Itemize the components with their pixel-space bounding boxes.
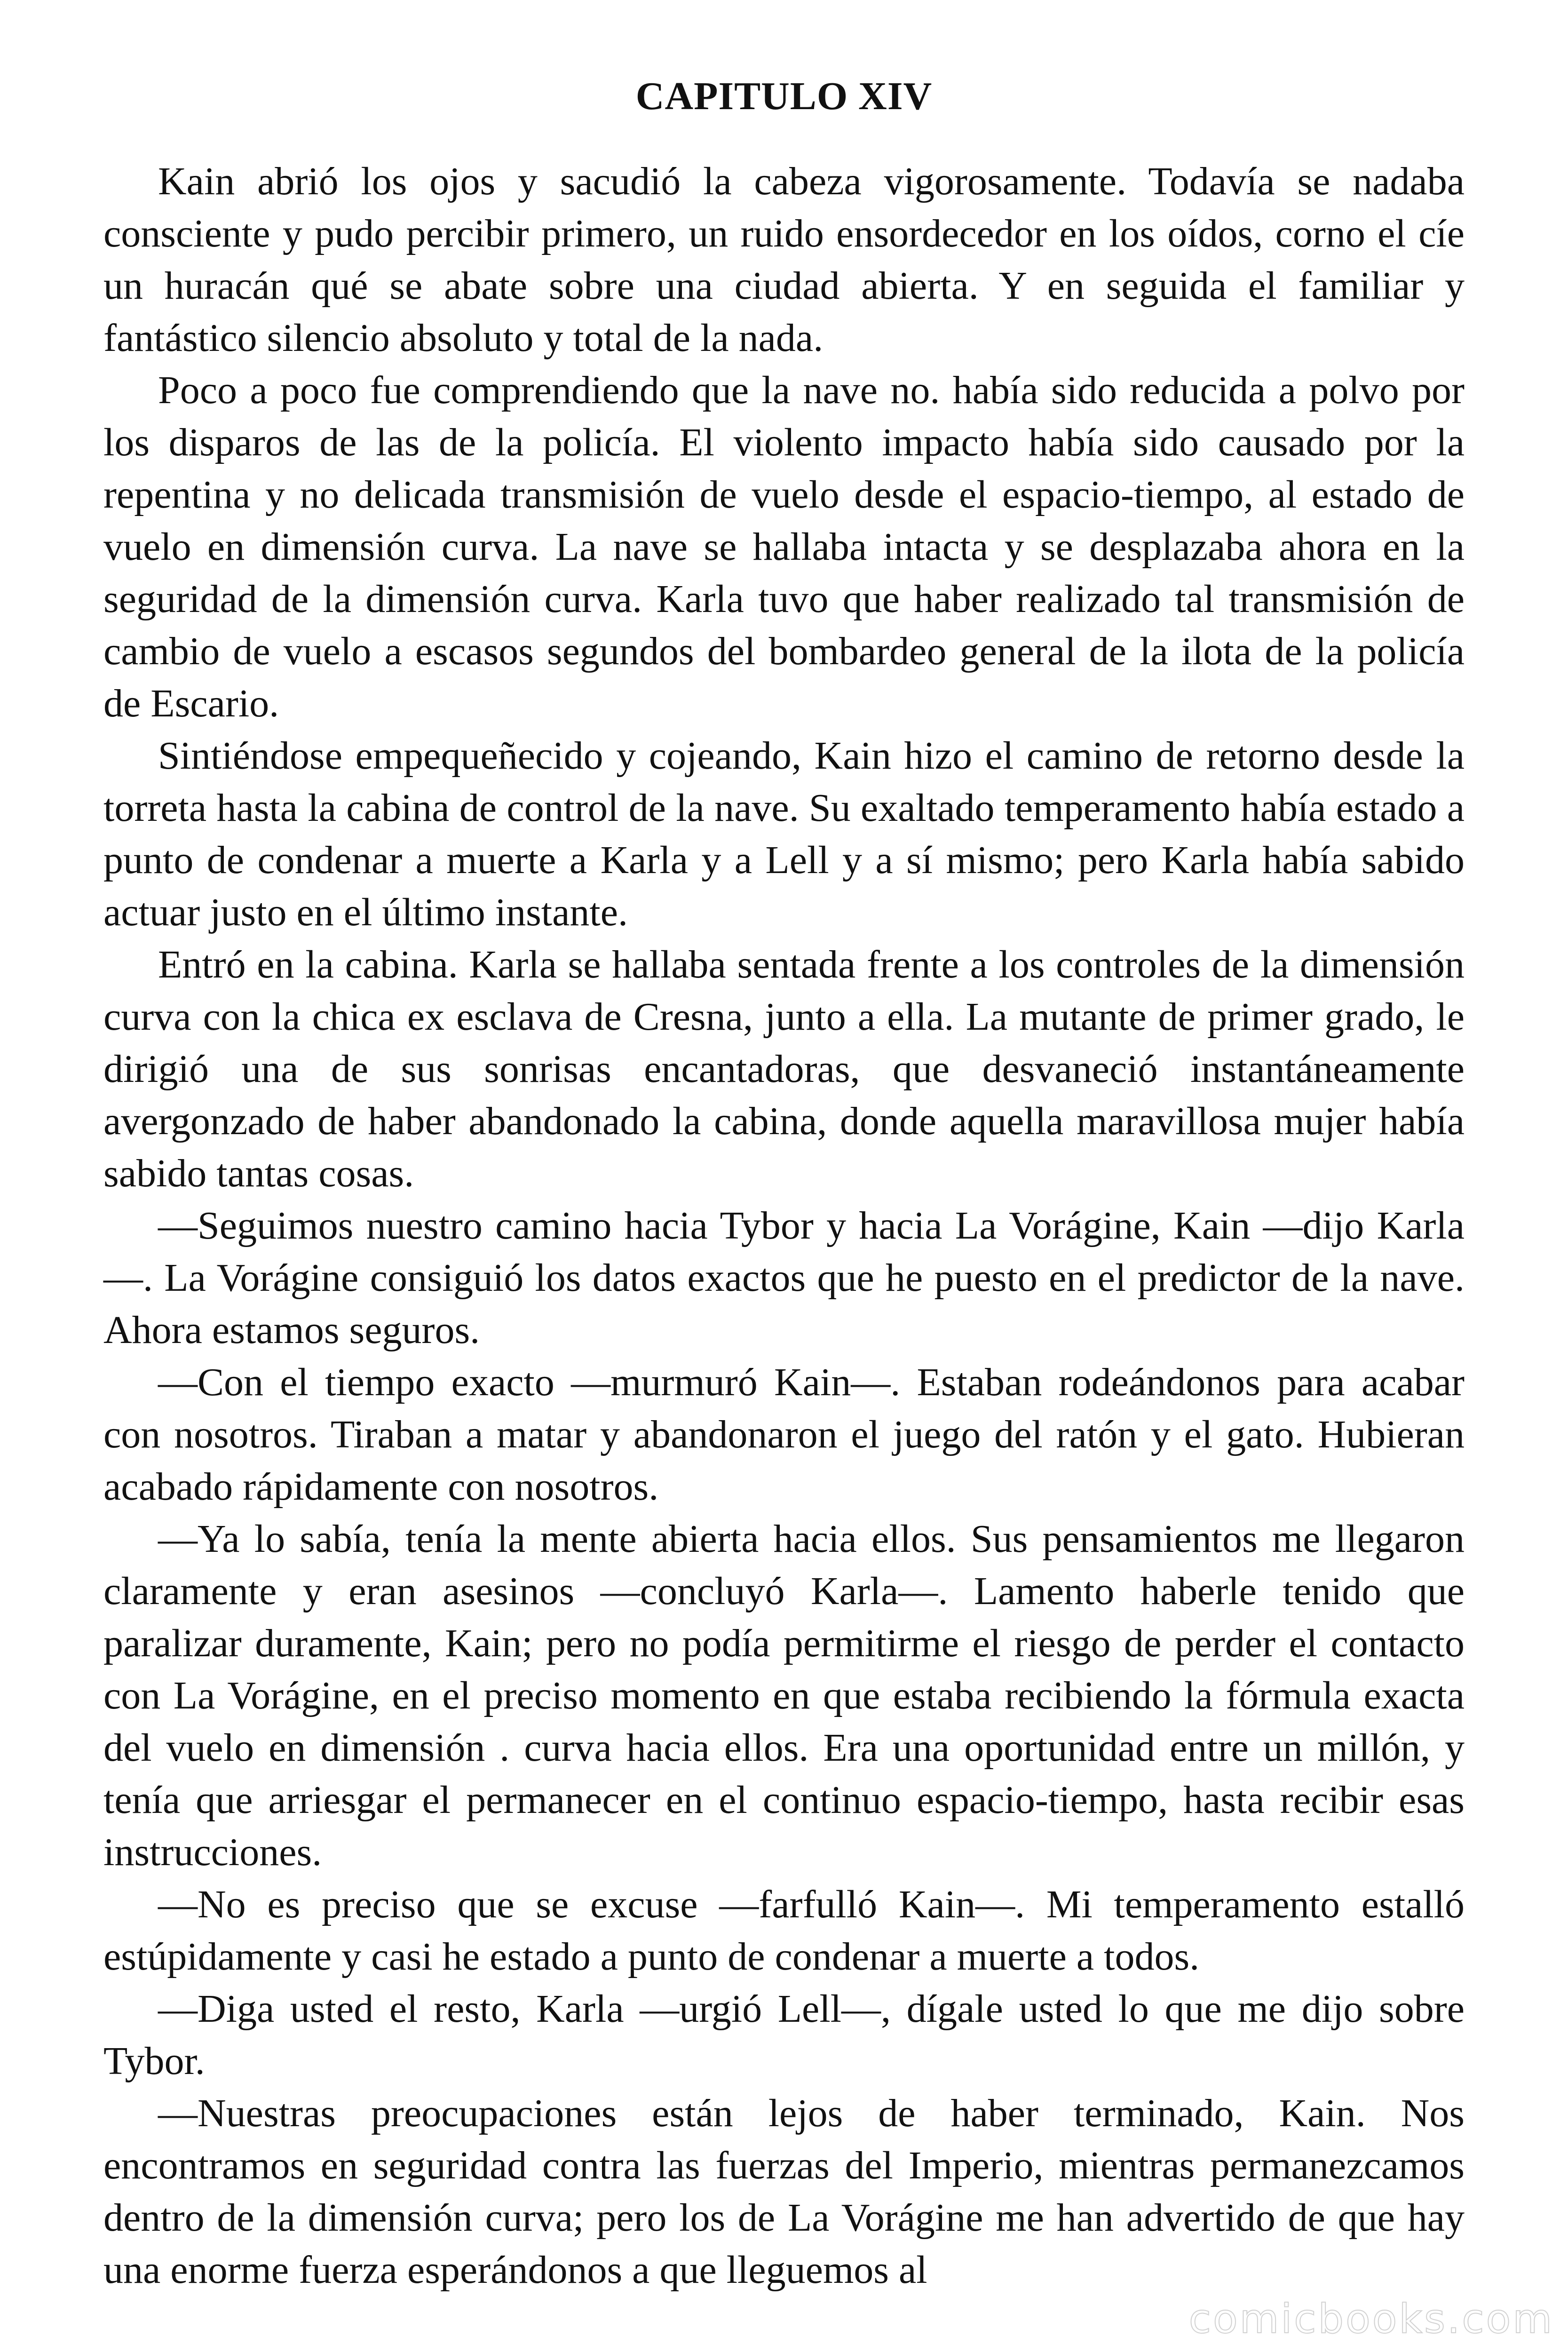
book-page [103,71,1465,2296]
paragraph: —Diga usted el resto, Karla —urgió Lell—, dígale usted lo que me dijo sobre Tybor. [103,1987,1465,2083]
paragraph: —Con el tiempo exacto —murmuró Kain—. Estaban rodeándonos para acabar con nosotros. Tiraban a matar y abandonaron el juego del ratón y el gato. Hubieran acabado rápidamente con nosotros. [103,1360,1465,1509]
paragraph: Entró en la cabina. Karla se hallaba sentada frente a los controles de la dimensión curva con la chica ex esclava de Cresna, junto a ella. La mutante de primer grado, le dirigió una de sus sonrisas encantadoras, que desvaneció instantáneamente avergonzado de haber abandonado la cabina, donde aquella maravillosa mujer había sabido tantas cosas. [103,943,1465,1195]
chapter-title: CAPITULO XIV [635,74,933,118]
watermark: comicbooks.com [1188,2296,1554,2343]
paragraph: —No es preciso que se excuse —farfulló Kain—. Mi temperamento estalló estúpidamente y casi he estado a punto de condenar a muerte a todos. [103,1883,1465,1979]
paragraph: Poco a poco fue comprendiendo que la nave no. había sido reducida a polvo por los disparos de las de la policía. El violento impacto había sido causado por la repentina y no delicada transmisión de vuelo desde el espacio-tiempo, al estado de vuelo en dimensión curva. La nave se hallaba intacta y se desplazaba ahora en la seguridad de la dimensión curva. Karla tuvo que haber realizado tal transmisión de cambio de vuelo a escasos segundos del bombardeo general de la ilota de la policía de Escario. [103,368,1465,725]
paragraph: Sintiéndose empequeñecido y cojeando, Kain hizo el camino de retorno desde la torreta hasta la cabina de control de la nave. Su exaltado temperamento había estado a punto de condenar a muerte a Karla y a Lell y a sí mismo; pero Karla había sabido actuar justo en el último instante. [103,734,1465,934]
body-text [103,155,1465,2296]
paragraph: Kain abrió los ojos y sacudió la cabeza vigorosamente. Todavía se nadaba consciente y pudo percibir primero, un ruido ensordecedor en los oídos, corno el cíe un huracán qué se abate sobre una ciudad abierta. Y en seguida el familiar y fantástico silencio absoluto y total de la nada. [103,159,1465,360]
paragraph: —Seguimos nuestro camino hacia Tybor y hacia La Vorágine, Kain —dijo Karla—. La Vorágine consiguió los datos exactos que he puesto en el predictor de la nave. Ahora estamos seguros. [103,1204,1465,1352]
paragraph: —Ya lo sabía, tenía la mente abierta hacia ellos. Sus pensamientos me llegaron claramente y eran asesinos —concluyó Karla—. Lamento haberle tenido que paralizar duramente, Kain; pero no podía permitirme el riesgo de perder el contacto con La Vorágine, en el preciso momento en que estaba recibiendo la fórmula exacta del vuelo en dimensión . curva hacia ellos. Era una oportunidad entre un millón, y tenía que arriesgar el permanecer en el continuo espacio-tiempo, hasta recibir esas instrucciones. [103,1517,1465,1874]
paragraph: —Nuestras preocupaciones están lejos de haber terminado, Kain. Nos encontramos en seguridad contra las fuerzas del Imperio, mientras permanezcamos dentro de la dimensión curva; pero los de La Vorágine me han advertido de que hay una enorme fuerza esperándonos a que lleguemos al [103,2091,1465,2292]
